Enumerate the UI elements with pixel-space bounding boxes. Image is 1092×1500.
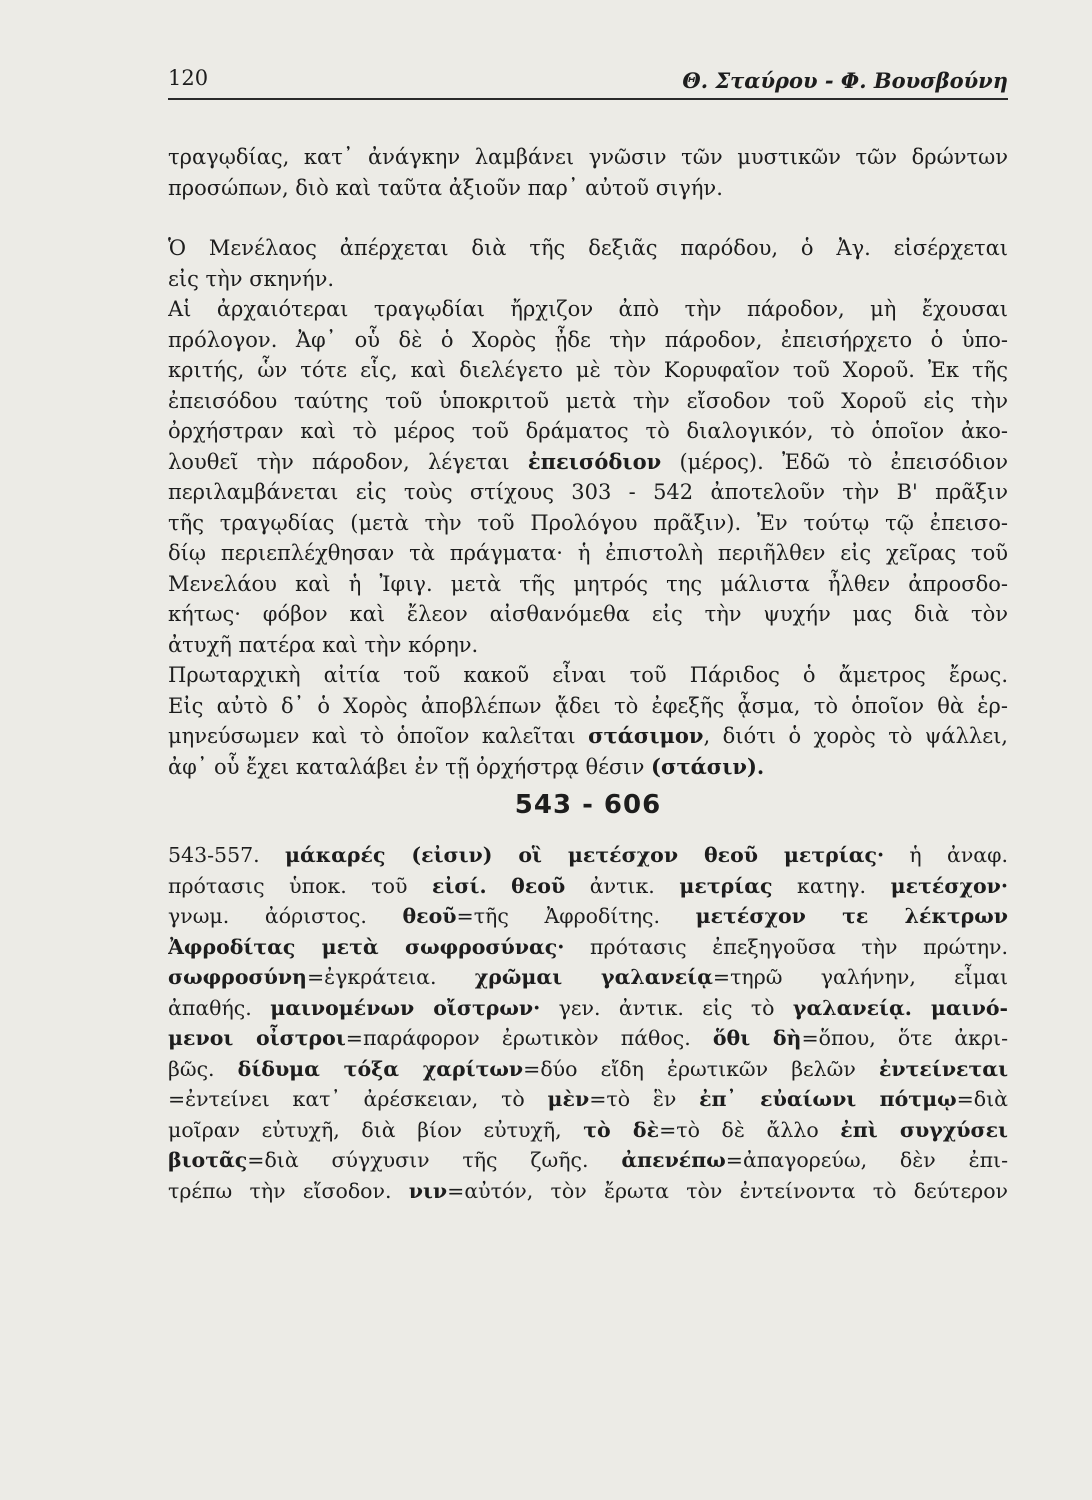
text-line: τραγῳδίας, κατ᾽ ἀνάγκην λαμβάνει γνῶσιν τῶν μυστικῶν τῶν δρώντων [168,145,1008,169]
text-line: εἰς τὴν σκηνήν. [168,266,335,291]
text-line: προσώπων, διὸ καὶ ταῦτα ἀξιοῦν παρ᾽ αὐτοῦ σιγήν. [168,175,723,200]
term-stasis: (στάσιν). [651,753,765,779]
note-line: =ἐντείνει κατ᾽ ἀρέσκειαν, τὸ μὲν=τὸ ἓν ἐπ᾽ εὐαίωνι πότμῳ=διὰ [168,1087,1008,1111]
text-line: δίῳ περιεπλέχθησαν τὰ πράγματα· ἡ ἐπιστολὴ περιῆλθεν εἰς χεῖρας τοῦ [168,541,1008,565]
text-line: ὀρχήστραν καὶ τὸ μέρος τοῦ δράματος τὸ διαλογικόν, τὸ ὁποῖον ἀκο- [168,419,1008,443]
paragraph-stage-direction [168,233,1008,294]
note-line: μοῖραν εὐτυχῆ, διὰ βίον εὐτυχῆ, τὸ δὲ=τὸ δὲ ἄλλο ἐπὶ συγχύσει [168,1117,1008,1142]
note-line: γνωμ. ἀόριστος. θεοῦ=τῆς Ἀφροδίτης. μετέσχον τε λέκτρων [168,904,1008,928]
note-line: Ἀφροδίτας μετὰ σωφροσύνας· πρότασις ἐπεξηγοῦσα τὴν πρώτην. [168,934,1008,959]
running-head: Θ. Σταύρου - Φ. Βουσβούνη [682,68,1008,93]
text-line: πρόλογον. Ἀφ᾽ οὗ δὲ ὁ Χορὸς ᾖδε τὴν πάροδον, ἐπεισήρχετο ὁ ὑπο- [168,327,1008,352]
term-stasimon: στάσιμον [588,723,704,748]
note-line: βιοτᾶς=διὰ σύγχυσιν τῆς ζωῆς. ἀπενέπω=ἀπαγορεύω, δὲν ἐπι- [168,1148,1008,1172]
text-line: κριτής, ὧν τότε εἷς, καὶ διελέγετο μὲ τὸν Κορυφαῖον τοῦ Χοροῦ. Ἐκ τῆς [168,358,1008,382]
paragraph-episode [168,294,1008,660]
commentary-notes [168,840,1008,1206]
page-header [168,64,1008,100]
text-line: Αἱ ἀρχαιότεραι τραγῳδίαι ἤρχιζον ἀπὸ τὴν πάροδον, μὴ ἔχουσαι [168,297,1008,321]
text-line: ἀφ᾽ οὗ ἔχει καταλάβει ἐν τῇ ὀρχήστρᾳ θέσιν (στάσιν). [168,753,765,779]
text-line: Πρωταρχικὴ αἰτία τοῦ κακοῦ εἶναι τοῦ Πάριδος ὁ ἄμετρος ἔρως. [168,663,1008,687]
note-line: πρότασις ὑποκ. τοῦ εἰσί. θεοῦ ἀντικ. μετρίας κατηγ. μετέσχον· [168,873,1008,898]
text-line: ἐπεισόδου ταύτης τοῦ ὑποκριτοῦ μετὰ τὴν εἴσοδον τοῦ Χοροῦ εἰς τὴν [168,388,1008,413]
note-line: ἀπαθής. μαινομένων οἴστρων· γεν. ἀντικ. εἰς τὸ γαλανείᾳ. μαινό- [168,995,1008,1020]
section-heading: 543 - 606 [514,790,662,820]
text-line: Ὁ Μενέλαος ἀπέρχεται διὰ τῆς δεξιᾶς παρόδου, ὁ Ἀγ. εἰσέρχεται [168,236,1008,260]
text-line: περιλαμβάνεται εἰς τοὺς στίχους 303 - 542 ἀποτελοῦν τὴν Β' πρᾶξιν [168,480,1008,504]
text-line: Μενελάου καὶ ἡ Ἰφιγ. μετὰ τῆς μητρός της μάλιστα ἦλθεν ἀπροσδο- [168,571,1008,596]
note-line: μενοι οἶστροι=παράφορον ἐρωτικὸν πάθος. ὅθι δὴ=ὅπου, ὅτε ἀκρι- [168,1026,1008,1050]
text-line: κήτως· φόβον καὶ ἔλεον αἰσθανόμεθα εἰς τὴν ψυχήν μας διὰ τὸν [168,602,1008,626]
paragraph-intro [168,142,1008,203]
text-line: ἀτυχῆ πατέρα καὶ τὴν κόρην. [168,632,479,657]
text-line: τῆς τραγῳδίας (μετὰ τὴν τοῦ Προλόγου πρᾶξιν). Ἐν τούτῳ τῷ ἐπεισο- [168,510,1008,535]
note-line: σωφροσύνη=ἐγκράτεια. χρῶμαι γαλανείᾳ=τηρῶ γαλήνην, εἶμαι [168,965,1008,989]
note-line: βῶς. δίδυμα τόξα χαρίτων=δύο εἴδη ἐρωτικῶν βελῶν ἐντείνεται [168,1056,1008,1081]
note-line: 543-557. μάκαρές (εἰσιν) οἳ μετέσχον θεοῦ μετρίας· ἡ ἀναφ. [168,843,1008,867]
text-line: Εἰς αὐτὸ δ᾽ ὁ Χορὸς ἀποβλέπων ᾄδει τὸ ἐφεξῆς ᾆσμα, τὸ ὁποῖον θὰ ἑρ- [168,693,1008,718]
text-line: μηνεύσωμεν καὶ τὸ ὁποῖον καλεῖται στάσιμον, διότι ὁ χορὸς τὸ ψάλλει, [168,723,1008,748]
page-body [168,142,1008,1206]
note-line: τρέπω τὴν εἴσοδον. νιν=αὐτόν, τὸν ἔρωτα τὸν ἐντείνοντα τὸ δεύτερον [168,1178,1008,1203]
term-epeisodion: ἐπεισόδιον [527,448,662,474]
paragraph-stasimon [168,660,1008,782]
text-line: λουθεῖ τὴν πάροδον, λέγεται ἐπεισόδιον (μέρος). Ἐδῶ τὸ ἐπεισόδιον [168,448,1008,474]
page-number: 120 [168,66,209,90]
